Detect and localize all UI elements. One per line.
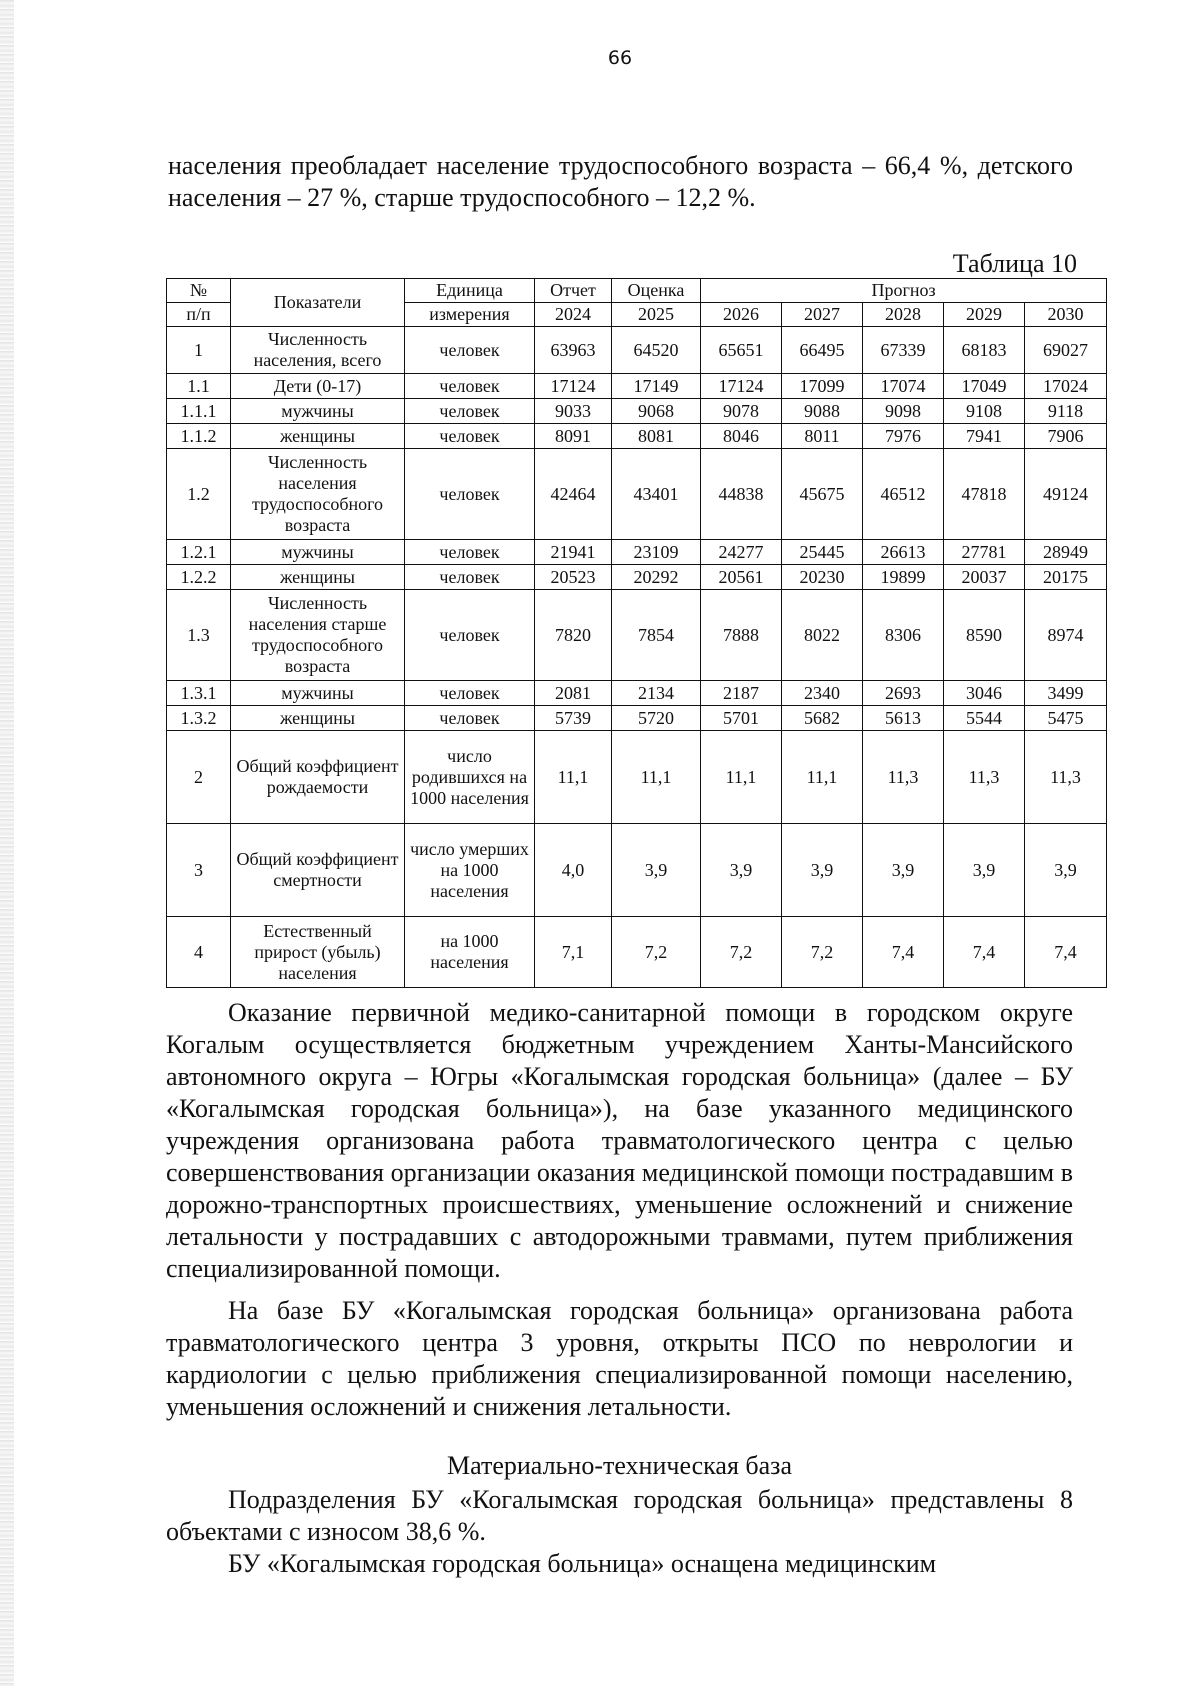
row-value: 7,4 — [1025, 917, 1107, 988]
row-value: 3,9 — [1025, 824, 1107, 917]
header-unit-top: Единица — [405, 279, 535, 303]
table-row — [167, 399, 1107, 424]
row-value: 7976 — [863, 424, 944, 449]
row-value: 17074 — [863, 374, 944, 399]
row-value: 3046 — [944, 681, 1025, 706]
page-number: 66 — [607, 47, 633, 69]
row-indicator: женщины — [231, 565, 405, 590]
row-value: 44838 — [701, 449, 782, 540]
table-row — [167, 731, 1107, 824]
row-value: 2187 — [701, 681, 782, 706]
row-value: 17099 — [782, 374, 863, 399]
row-value: 7,4 — [944, 917, 1025, 988]
row-unit: человек — [405, 681, 535, 706]
row-value: 8974 — [1025, 590, 1107, 681]
row-indicator: Дети (0-17) — [231, 374, 405, 399]
row-unit: число родившихся на 1000 населения — [405, 731, 535, 824]
row-indicator: Численность населения, всего — [231, 327, 405, 374]
row-value: 9118 — [1025, 399, 1107, 424]
table-row — [167, 374, 1107, 399]
row-value: 21941 — [535, 540, 612, 565]
row-value: 24277 — [701, 540, 782, 565]
row-unit: человек — [405, 565, 535, 590]
paragraph-primary-care: Оказание первичной медико-санитарной помощи в городском округе Когалым осуществляется бюджетным учреждением Ханты-Мансийского автономного округа – Югры «Когалымская городская больница» (далее – БУ «Когалымская городская больница»), на базе указанного медицинского учреждения организована работа травматологического центра с целью совершенствования организации оказания медицинской помощи пострадавшим в дорожно-транспортных происшествиях, уменьшение осложнений и снижение летальности у пострадавших с автодорожными травмами, путем приближения специализированной помощи. — [166, 998, 1073, 1283]
row-value: 45675 — [782, 449, 863, 540]
row-value: 20292 — [612, 565, 701, 590]
row-value: 5613 — [863, 706, 944, 731]
section-title: Материально-техническая база — [447, 1451, 792, 1480]
row-number: 1.3.2 — [167, 706, 231, 731]
row-unit: человек — [405, 706, 535, 731]
header-year: 2029 — [944, 303, 1025, 327]
row-value: 20175 — [1025, 565, 1107, 590]
row-number: 1 — [167, 327, 231, 374]
row-value: 63963 — [535, 327, 612, 374]
header-year: 2024 — [535, 303, 612, 327]
paragraph-equipment: БУ «Когалымская городская больница» оснащена медицинским — [228, 1549, 937, 1578]
row-value: 2081 — [535, 681, 612, 706]
row-unit: человек — [405, 424, 535, 449]
row-value: 65651 — [701, 327, 782, 374]
row-value: 5701 — [701, 706, 782, 731]
row-value: 11,3 — [944, 731, 1025, 824]
row-value: 19899 — [863, 565, 944, 590]
row-value: 9078 — [701, 399, 782, 424]
row-value: 7941 — [944, 424, 1025, 449]
row-number: 2 — [167, 731, 231, 824]
header-forecast: Прогноз — [701, 279, 1107, 303]
row-value: 47818 — [944, 449, 1025, 540]
row-indicator: Общий коэффициент рождаемости — [231, 731, 405, 824]
header-report: Отчет — [535, 279, 612, 303]
row-value: 5544 — [944, 706, 1025, 731]
row-value: 69027 — [1025, 327, 1107, 374]
row-value: 17124 — [535, 374, 612, 399]
row-unit: человек — [405, 399, 535, 424]
row-unit: число умерших на 1000 населения — [405, 824, 535, 917]
row-number: 1.2 — [167, 449, 231, 540]
row-value: 8091 — [535, 424, 612, 449]
header-num-top: № — [167, 279, 231, 303]
row-number: 1.3 — [167, 590, 231, 681]
table-row — [167, 565, 1107, 590]
row-unit: человек — [405, 540, 535, 565]
header-year: 2028 — [863, 303, 944, 327]
row-value: 17124 — [701, 374, 782, 399]
row-value: 68183 — [944, 327, 1025, 374]
row-value: 2134 — [612, 681, 701, 706]
row-value: 2340 — [782, 681, 863, 706]
row-value: 9088 — [782, 399, 863, 424]
row-value: 28949 — [1025, 540, 1107, 565]
row-indicator: мужчины — [231, 399, 405, 424]
row-indicator: мужчины — [231, 681, 405, 706]
row-value: 7820 — [535, 590, 612, 681]
row-value: 66495 — [782, 327, 863, 374]
table-row — [167, 681, 1107, 706]
row-value: 46512 — [863, 449, 944, 540]
row-value: 3,9 — [701, 824, 782, 917]
row-value: 3,9 — [863, 824, 944, 917]
table-row — [167, 449, 1107, 540]
row-value: 11,3 — [863, 731, 944, 824]
row-value: 7,2 — [782, 917, 863, 988]
row-number: 1.2.1 — [167, 540, 231, 565]
row-value: 4,0 — [535, 824, 612, 917]
table-row — [167, 917, 1107, 988]
row-value: 8306 — [863, 590, 944, 681]
table-row — [167, 824, 1107, 917]
row-value: 11,1 — [701, 731, 782, 824]
table-row — [167, 540, 1107, 565]
row-value: 5682 — [782, 706, 863, 731]
row-number: 1.2.2 — [167, 565, 231, 590]
row-number: 3 — [167, 824, 231, 917]
row-value: 9108 — [944, 399, 1025, 424]
header-unit-bottom: измерения — [405, 303, 535, 327]
row-unit: на 1000 населения — [405, 917, 535, 988]
row-indicator: Численность населения старше трудоспособного возраста — [231, 590, 405, 681]
row-value: 7888 — [701, 590, 782, 681]
row-value: 5475 — [1025, 706, 1107, 731]
row-value: 9033 — [535, 399, 612, 424]
table-row — [167, 424, 1107, 449]
row-value: 11,1 — [612, 731, 701, 824]
row-value: 11,1 — [782, 731, 863, 824]
row-indicator: женщины — [231, 424, 405, 449]
paragraph-facilities: Подразделения БУ «Когалымская городская больница» представлены 8 объектами с износом 38,6 %. — [166, 1485, 1073, 1546]
header-indicator: Показатели — [231, 279, 405, 327]
row-value: 17149 — [612, 374, 701, 399]
row-indicator: Общий коэффициент смертности — [231, 824, 405, 917]
row-number: 1.1.2 — [167, 424, 231, 449]
row-value: 23109 — [612, 540, 701, 565]
row-unit: человек — [405, 374, 535, 399]
row-value: 9098 — [863, 399, 944, 424]
row-value: 20561 — [701, 565, 782, 590]
row-value: 17024 — [1025, 374, 1107, 399]
row-value: 2693 — [863, 681, 944, 706]
row-indicator: Естественный прирост (убыль) населения — [231, 917, 405, 988]
row-value: 5720 — [612, 706, 701, 731]
table-caption: Таблица 10 — [952, 249, 1077, 278]
row-value: 3499 — [1025, 681, 1107, 706]
row-value: 27781 — [944, 540, 1025, 565]
row-value: 11,1 — [535, 731, 612, 824]
demographics-table — [166, 278, 1107, 988]
row-number: 1.1.1 — [167, 399, 231, 424]
paragraph-trauma-center: На базе БУ «Когалымская городская больница» организована работа травматологического центра 3 уровня, открыты ПСО по неврологии и кардиологии с целью приближения специализированной помощи населению, уменьшения осложнений и снижения летальности. — [166, 1296, 1073, 1421]
row-value: 7906 — [1025, 424, 1107, 449]
header-year: 2026 — [701, 303, 782, 327]
row-value: 7,2 — [612, 917, 701, 988]
row-value: 20523 — [535, 565, 612, 590]
row-value: 20230 — [782, 565, 863, 590]
row-value: 25445 — [782, 540, 863, 565]
row-value: 5739 — [535, 706, 612, 731]
row-number: 1.1 — [167, 374, 231, 399]
row-unit: человек — [405, 449, 535, 540]
row-value: 67339 — [863, 327, 944, 374]
header-num-bottom: п/п — [167, 303, 231, 327]
row-value: 3,9 — [782, 824, 863, 917]
row-indicator: Численность населения трудоспособного возраста — [231, 449, 405, 540]
scan-edge-shadow — [0, 0, 14, 1686]
row-value: 8590 — [944, 590, 1025, 681]
row-number: 1.3.1 — [167, 681, 231, 706]
header-estimate: Оценка — [612, 279, 701, 303]
row-value: 17049 — [944, 374, 1025, 399]
row-value: 7854 — [612, 590, 701, 681]
row-value: 3,9 — [612, 824, 701, 917]
row-indicator: мужчины — [231, 540, 405, 565]
table-row — [167, 327, 1107, 374]
row-value: 7,2 — [701, 917, 782, 988]
row-value: 49124 — [1025, 449, 1107, 540]
row-value: 8011 — [782, 424, 863, 449]
row-value: 26613 — [863, 540, 944, 565]
table-row — [167, 590, 1107, 681]
row-indicator: женщины — [231, 706, 405, 731]
row-value: 8022 — [782, 590, 863, 681]
row-value: 42464 — [535, 449, 612, 540]
row-unit: человек — [405, 327, 535, 374]
row-value: 64520 — [612, 327, 701, 374]
row-value: 9068 — [612, 399, 701, 424]
row-value: 43401 — [612, 449, 701, 540]
row-value: 8081 — [612, 424, 701, 449]
row-number: 4 — [167, 917, 231, 988]
row-value: 7,4 — [863, 917, 944, 988]
header-year: 2030 — [1025, 303, 1107, 327]
header-year: 2025 — [612, 303, 701, 327]
row-value: 7,1 — [535, 917, 612, 988]
header-year: 2027 — [782, 303, 863, 327]
row-value: 8046 — [701, 424, 782, 449]
row-value: 3,9 — [944, 824, 1025, 917]
table-row — [167, 706, 1107, 731]
intro-paragraph: населения преобладает население трудоспособного возраста – 66,4 %, детского населения – 27 %, старше трудоспособного – 12,2 %. — [168, 151, 1073, 212]
row-value: 11,3 — [1025, 731, 1107, 824]
row-unit: человек — [405, 590, 535, 681]
row-value: 20037 — [944, 565, 1025, 590]
